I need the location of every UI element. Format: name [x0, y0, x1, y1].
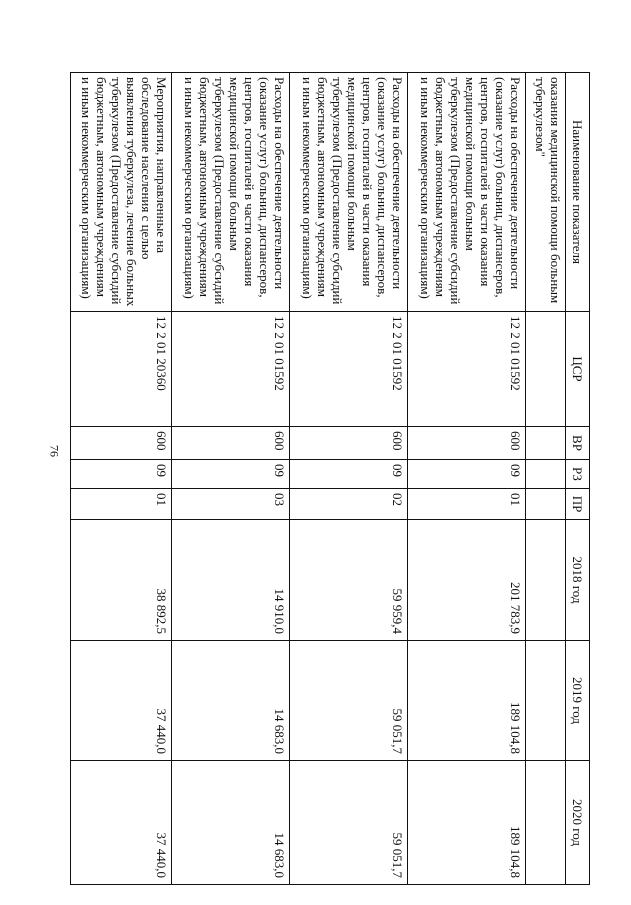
table-row	[172, 73, 290, 885]
cell-2018: 201 783,9	[408, 520, 526, 641]
cell-2019: 59 051,7	[290, 641, 408, 761]
cell-name: Расходы на обеспечение деятельности (оказание услуг) больниц, диспансеров, центров, госпиталей в части оказания медицинской помощи больным туберкулезом (Предоставление субсидий бюджетным, автономным учреждениям и иным некоммерческим организациям)	[172, 73, 290, 312]
cell-2018: 14 910,0	[172, 520, 290, 641]
cell-csr: 12 2 01 01592	[172, 312, 290, 427]
cell-empty	[526, 460, 566, 489]
cell-empty	[526, 761, 566, 885]
header-csr: ЦСР	[566, 312, 590, 427]
cell-csr: 12 2 01 01592	[408, 312, 526, 427]
rotated-table-content	[71, 72, 590, 884]
cell-vr: 600	[408, 427, 526, 460]
table-row	[526, 73, 566, 885]
table-row	[290, 73, 408, 885]
header-2020: 2020 год	[566, 761, 590, 885]
cell-csr: 12 2 01 20360	[71, 312, 172, 427]
header-2019: 2019 год	[566, 641, 590, 761]
cell-pr: 01	[71, 489, 172, 520]
cell-name: оказания медицинской помощи больным туберкулезом"	[526, 73, 566, 312]
budget-table	[70, 72, 590, 885]
header-pr: ПР	[566, 489, 590, 520]
cell-vr: 600	[71, 427, 172, 460]
cell-2019: 189 104,8	[408, 641, 526, 761]
header-2018: 2018 год	[566, 520, 590, 641]
cell-2020: 59 051,7	[290, 761, 408, 885]
cell-rz: 09	[172, 460, 290, 489]
cell-2019: 37 440,0	[71, 641, 172, 761]
header-vr: ВР	[566, 427, 590, 460]
cell-2020: 37 440,0	[71, 761, 172, 885]
header-rz: РЗ	[566, 460, 590, 489]
table-header-row	[566, 73, 590, 885]
cell-vr: 600	[290, 427, 408, 460]
table-row	[71, 73, 172, 885]
cell-csr: 12 2 01 01592	[290, 312, 408, 427]
cell-pr: 03	[172, 489, 290, 520]
cell-empty	[526, 641, 566, 761]
cell-2020: 14 683,0	[172, 761, 290, 885]
rotated-table-frame	[71, 72, 590, 884]
cell-empty	[526, 312, 566, 427]
cell-2020: 189 104,8	[408, 761, 526, 885]
cell-2018: 59 959,4	[290, 520, 408, 641]
cell-2019: 14 683,0	[172, 641, 290, 761]
cell-name: Расходы на обеспечение деятельности (оказание услуг) больниц, диспансеров, центров, госпиталей в части оказания медицинской помощи больным туберкулезом (Предоставление субсидий бюджетным, автономным учреждениям и иным некоммерческим организациям)	[290, 73, 408, 312]
cell-rz: 09	[408, 460, 526, 489]
cell-empty	[526, 427, 566, 460]
cell-pr: 01	[408, 489, 526, 520]
cell-pr: 02	[290, 489, 408, 520]
header-name: Наименование показателя	[566, 73, 590, 312]
cell-vr: 600	[172, 427, 290, 460]
cell-empty	[526, 520, 566, 641]
cell-name: Мероприятия, направленные на обследование населения с целью выявления туберкулеза, лечение больных туберкулезом (Предоставление субсидий бюджетным, автономным учреждениям и иным некоммерческим организациям)	[71, 73, 172, 312]
cell-rz: 09	[71, 460, 172, 489]
cell-2018: 38 892,5	[71, 520, 172, 641]
cell-empty	[526, 489, 566, 520]
page-number: 76	[47, 445, 62, 457]
cell-name: Расходы на обеспечение деятельности (оказание услуг) больниц, диспансеров, центров, госпиталей в части оказания медицинской помощи больным туберкулезом (Предоставление субсидий бюджетным, автономным учреждениям и иным некоммерческим организациям)	[408, 73, 526, 312]
cell-rz: 09	[290, 460, 408, 489]
table-row	[408, 73, 526, 885]
